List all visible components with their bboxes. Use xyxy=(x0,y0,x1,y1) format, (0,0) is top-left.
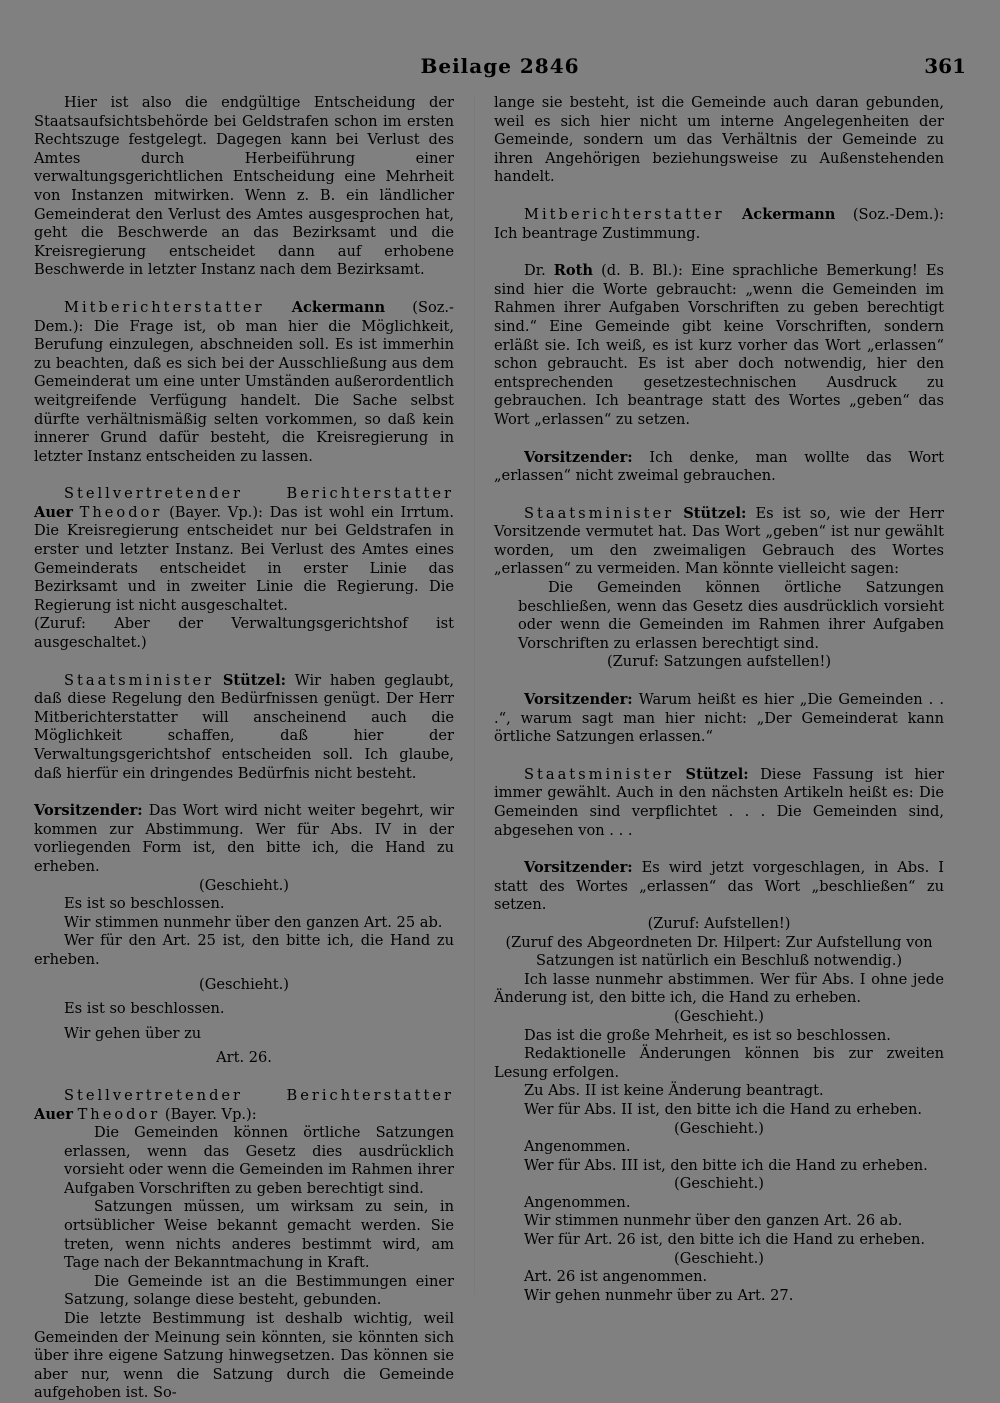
speaker-given-name: Theodor xyxy=(79,503,163,521)
speaker-name: Vorsitzender: xyxy=(524,691,633,709)
text-line: Redaktionelle Änderungen können bis zur zweiten Lesung erfolgen. xyxy=(494,1045,944,1081)
speaker-name: Vorsitzender: xyxy=(524,859,633,877)
paragraph: Die letzte Bestimmung ist deshalb wichtig, weil Gemeinden der Meinung sein könnten, sie könnten sich über ihre eigene Satzung hinwegsetzen. Das können sie aber nur, wenn die Satzung durch die Gemeinde aufgehoben ist. So- xyxy=(34,1310,454,1402)
paragraph xyxy=(34,299,454,466)
paragraph xyxy=(494,505,944,579)
speaker-given-name: Theodor xyxy=(77,1105,161,1123)
text-line: Angenommen. xyxy=(524,1193,631,1211)
quoted-text: Die Gemeinden können örtliche Satzungen erlassen, wenn das Gesetz dies ausdrücklich vorsieht oder wenn die Gemeinden im Rahmen ihrer Aufgaben Vorschriften zu geben berechtigt sind. xyxy=(64,1124,454,1197)
speech-text: (Soz.-Dem.): Die Frage ist, ob man hier die Möglichkeit, Berufung einzulegen, abschneiden soll. Es ist immerhin zu beachten, daß es sich bei der Ausschließung aus dem Gemeinderat um eine unter Umständen außerordentlich weitgreifende Verfügung handelt. Die Sache selbst dürfte verhältnismäßig selten vorkommen, so daß kein innerer Grund dafür besteht, die Kreisregierung in letzter Instanz entscheiden zu lassen. xyxy=(34,298,454,465)
speaker-name: Roth xyxy=(553,262,594,280)
page-title: Beilage 2846 xyxy=(420,54,580,78)
paragraph: Hier ist also die endgültige Entscheidung der Staatsaufsichtsbehörde bei Geldstrafen schon im ersten Rechtszuge festgelegt. Dagegen kann bei Verlust des Amtes durch Herbeiführung einer verwaltungsgerichtlichen Entscheidung eine Mehrheit von Instanzen mitwirken. Wenn z. B. ein ländlicher Gemeinderat den Verlust des Amtes ausgesprochen hat, geht die Beschwerde an das Bezirksamt und die Kreisregierung entscheidet dann auf erhobene Beschwerde in letzter Instanz nach dem Bezirksamt. xyxy=(34,94,454,279)
paragraph: lange sie besteht, ist die Gemeinde auch daran gebunden, weil es sich hier nicht um interne Angelegenheiten der Gemeinde, sondern um das Verhältnis der Gemeinde zu ihren Angehörigen beziehungsweise zu Außenstehenden handelt. xyxy=(494,94,944,186)
stage-note: (Geschieht.) xyxy=(199,876,289,894)
speech-text: (d. B. Bl.): Eine sprachliche Bemerkung! Es sind hier die Worte gebraucht: „wenn die Gemeinden im Rahmen ihrer Aufgaben Vorschriften zu geben berechtigt sind.“ Eine Gemeinde gibt keine Vorschriften, sondern erläßt sie. Ich weiß, es ist kurz vorher das Wort „erlassen“ schon gebraucht. Es ist aber doch notwendig, hier den entsprechenden gesetzestechnischen Ausdruck zu gebrauchen. Ich beantrage statt des Wortes „geben“ das Wort „erlassen“ zu setzen. xyxy=(494,262,945,428)
speaker-role: Staatsminister xyxy=(524,504,675,522)
speaker-name: Stützel: xyxy=(685,765,749,783)
speaker-title: Dr. xyxy=(524,262,546,280)
quoted-text: Satzungen müssen, um wirksam zu sein, in ortsüblicher Weise bekannt gemacht werden. Sie treten, wenn nichts anderes bestimmt wird, am Tage nach der Bekanntmachung in Kraft. xyxy=(64,1198,454,1272)
speech-text: Wir haben geglaubt, daß diese Regelung den Bedürfnissen genügt. Der Herr Mitberichterstatter will anscheinend auch die Möglichkeit schaffen, daß hier der Verwaltungsgerichtshof entscheiden soll. Ich glaube, daß hierfür ein dringendes Bedürfnis nicht besteht. xyxy=(34,671,455,782)
text-line: Ich lasse nunmehr abstimmen. Wer für Abs. I ohne jede Änderung ist, den bitte ich, die Hand zu erheben. xyxy=(494,970,944,1007)
speaker-name: Auer xyxy=(34,503,73,521)
speech-text: Ich denke, man wollte das Wort „erlassen“ nicht zweimal gebrauchen. xyxy=(494,448,945,485)
speaker-role: Stellvertretender Berichterstatter xyxy=(64,1086,454,1104)
paragraph xyxy=(494,449,944,486)
speaker-name: Ackermann xyxy=(741,205,836,223)
speech-text: Warum heißt es hier „Die Gemeinden . . .“, warum sagt man hier nicht: „Der Gemeinderat kann örtliche Satzungen erlassen.“ xyxy=(494,691,945,746)
page-number: 361 xyxy=(924,54,966,78)
speaker-role: Mitberichterstatter xyxy=(524,205,725,223)
interjection: (Zuruf des Abgeordneten Dr. Hilpert: Zur Aufstellung von Satzungen ist natürlich ein Beschluß notwendig.) xyxy=(505,933,933,970)
speaker-role: Mitberichterstatter xyxy=(64,298,265,316)
paragraph xyxy=(34,1087,454,1124)
interjection: (Zuruf: Satzungen aufstellen!) xyxy=(606,653,832,671)
speech-text: (Soz.-Dem.): Ich beantrage Zustimmung. xyxy=(494,205,945,242)
page-header xyxy=(0,54,1000,84)
speaker-name: Auer xyxy=(34,1105,73,1123)
paragraph xyxy=(34,802,454,876)
speech-text: Diese Fassung ist hier immer gewählt. Auch in den nächsten Artikeln heißt es: Die Gemeinden sind verpflichtet . . . Die Gemeinden sind, abgesehen von . . . xyxy=(494,765,945,839)
text-line: Wir stimmen nunmehr über den ganzen Art. 26 ab. xyxy=(524,1212,903,1230)
text-line: Wir gehen über zu xyxy=(64,1024,202,1042)
speaker-name: Vorsitzender: xyxy=(34,802,143,820)
left-column xyxy=(34,94,454,1403)
interjection: (Zuruf: Aufstellen!) xyxy=(647,914,791,932)
text-line: Wer für den Art. 25 ist, den bitte ich, die Hand zu erheben. xyxy=(34,932,454,968)
text-line: Wer für Abs. II ist, den bitte ich die Hand zu erheben. xyxy=(524,1100,922,1118)
text-line: Das ist die große Mehrheit, es ist so beschlossen. xyxy=(524,1026,891,1044)
column-divider xyxy=(474,94,475,1294)
paragraph xyxy=(494,691,944,747)
text-line: Es ist so beschlossen. xyxy=(64,1000,225,1018)
stage-note: (Geschieht.) xyxy=(674,1249,764,1267)
text-line: Es ist so beschlossen. xyxy=(64,895,225,913)
paragraph xyxy=(494,859,944,915)
speaker-role: Stellvertretender Berichterstatter xyxy=(64,485,454,503)
stage-note: (Geschieht.) xyxy=(674,1119,764,1137)
text-line: Angenommen. xyxy=(524,1138,631,1156)
right-column xyxy=(494,94,944,1305)
speaker-name: Ackermann xyxy=(291,298,386,316)
text-line: Wir gehen nunmehr über zu Art. 27. xyxy=(524,1286,794,1304)
paragraph xyxy=(34,485,454,615)
stage-note: (Geschieht.) xyxy=(674,1007,764,1025)
speaker-name: Vorsitzender: xyxy=(524,448,633,466)
article-heading: Art. 26. xyxy=(216,1049,272,1067)
paragraph xyxy=(34,672,454,784)
stage-note: (Geschieht.) xyxy=(674,1175,764,1193)
quoted-text: Die Gemeinden können örtliche Satzungen beschließen, wenn das Gesetz dies ausdrücklich vorsieht oder wenn die Gemeinden im Rahmen ihrer Aufgaben Vorschriften zu erlassen berechtigt sind. xyxy=(518,579,944,652)
stage-note: (Geschieht.) xyxy=(199,975,289,993)
speaker-name: Stützel: xyxy=(683,504,747,522)
quoted-text: Die Gemeinde ist an die Bestimmungen einer Satzung, solange diese besteht, gebunden. xyxy=(64,1272,454,1309)
text-line: Art. 26 ist angenommen. xyxy=(524,1268,708,1286)
paragraph xyxy=(494,262,944,429)
text-line: Wir stimmen nunmehr über den ganzen Art. 25 ab. xyxy=(64,913,443,931)
speaker-role: Staatsminister xyxy=(64,671,215,689)
speech-text: Das Wort wird nicht weiter begehrt, wir kommen zur Abstimmung. Wer für Abs. IV in der vorliegenden Form ist, den bitte ich, die Hand zu erheben. xyxy=(34,802,454,875)
text-line: Wer für Abs. III ist, den bitte ich die Hand zu erheben. xyxy=(524,1156,928,1174)
text-line: Wer für Art. 26 ist, den bitte ich die Hand zu erheben. xyxy=(524,1231,926,1249)
speech-text: (Bayer. Vp.): xyxy=(164,1105,257,1123)
speech-text: Es ist so, wie der Herr Vorsitzende vermutet hat. Das Wort „geben“ ist nur gewählt worden, um den zweimaligen Gebrauch des Wortes „erlassen“ zu vermeiden. Man könnte vielleicht sagen: xyxy=(494,504,945,578)
speech-text: Es wird jetzt vorgeschlagen, in Abs. I statt des Wortes „erlassen“ das Wort „beschließen“ zu setzen. xyxy=(494,859,944,914)
interjection: (Zuruf: Aber der Verwaltungsgerichtshof ist ausgeschaltet.) xyxy=(34,615,454,652)
speaker-name: Stützel: xyxy=(222,671,287,689)
paragraph xyxy=(494,206,944,243)
speech-text: (Bayer. Vp.): Das ist wohl ein Irrtum. Die Kreisregierung entscheidet nur bei Geldstrafen in erster und letzter Instanz. Bei Verlust des Amtes eines Gemeinderats entscheidet in erster Linie das Bezirksamt und in zweiter Linie die Regierung. Die Regierung ist nicht ausgeschaltet. xyxy=(34,503,454,614)
text-line: Zu Abs. II ist keine Änderung beantragt. xyxy=(524,1082,824,1100)
paragraph xyxy=(494,766,944,840)
speaker-role: Staatsminister xyxy=(524,765,675,783)
